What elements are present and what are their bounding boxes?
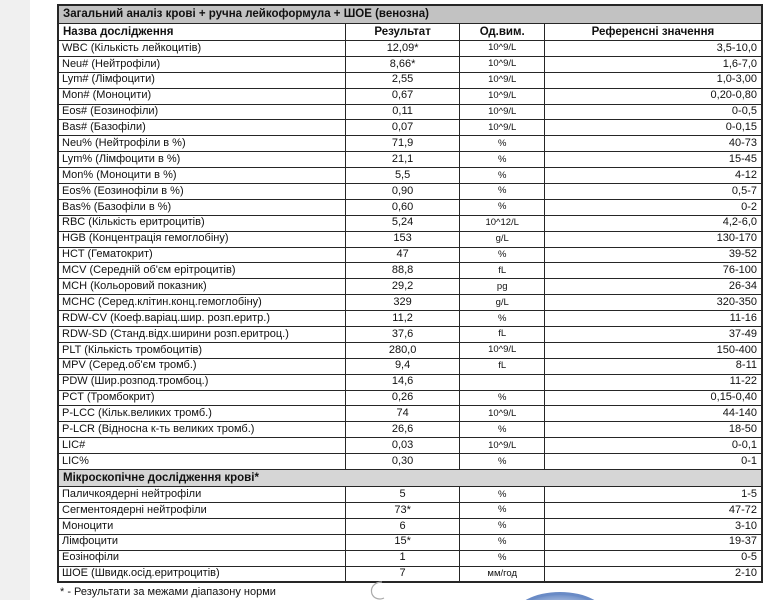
table-row — [58, 438, 762, 454]
table-row — [58, 454, 762, 470]
unit-cell: % — [460, 199, 544, 215]
table-row — [58, 279, 762, 295]
reference-cell: 1-5 — [544, 487, 762, 503]
reference-cell: 11-16 — [544, 311, 762, 327]
reference-cell: 0-1 — [544, 454, 762, 470]
reference-cell: 0,15-0,40 — [544, 390, 762, 406]
test-name-cell: Bas# (Базофіли) — [58, 120, 345, 136]
unit-cell: fL — [460, 263, 544, 279]
unit-cell: % — [460, 152, 544, 168]
test-name-cell: ШОЕ (Швидк.осід.еритроцитів) — [58, 566, 345, 582]
result-cell: 0,90 — [345, 184, 460, 200]
table-row — [58, 406, 762, 422]
report-title-row — [58, 5, 762, 24]
table-row — [58, 550, 762, 566]
section-header-row — [58, 470, 762, 487]
unit-cell: % — [460, 454, 544, 470]
test-name-cell: Сегментоядерні нейтрофіли — [58, 502, 345, 518]
reference-cell: 40-73 — [544, 136, 762, 152]
test-name-cell: LIC% — [58, 454, 345, 470]
test-name-cell: WBC (Кількість лейкоцитів) — [58, 41, 345, 57]
test-name-cell: MCHC (Серед.клітин.конц.гемоглобіну) — [58, 295, 345, 311]
result-cell: 8,66* — [345, 56, 460, 72]
reference-cell: 47-72 — [544, 502, 762, 518]
report-title: Загальний аналіз крові + ручна лейкоформула + ШОЕ (венозна) — [58, 5, 762, 24]
table-body — [58, 5, 762, 582]
test-name-cell: Neu% (Нейтрофіли в %) — [58, 136, 345, 152]
reference-cell: 0,5-7 — [544, 184, 762, 200]
result-cell: 0,67 — [345, 88, 460, 104]
reference-cell: 0-0,15 — [544, 120, 762, 136]
table-row — [58, 390, 762, 406]
result-cell: 280,0 — [345, 342, 460, 358]
result-cell: 21,1 — [345, 152, 460, 168]
test-name-cell: MPV (Серед.об'єм тромб.) — [58, 358, 345, 374]
reference-cell: 37-49 — [544, 327, 762, 343]
reference-cell: 150-400 — [544, 342, 762, 358]
table-row — [58, 422, 762, 438]
test-name-cell: Паличкоядерні нейтрофіли — [58, 487, 345, 503]
table-row — [58, 136, 762, 152]
reference-cell: 11-22 — [544, 374, 762, 390]
table-row — [58, 215, 762, 231]
reference-cell: 0-5 — [544, 550, 762, 566]
test-name-cell: MCH (Кольоровий показник) — [58, 279, 345, 295]
table-row — [58, 502, 762, 518]
test-name-cell: Neu# (Нейтрофіли) — [58, 56, 345, 72]
unit-cell — [460, 374, 544, 390]
unit-cell: 10^9/L — [460, 406, 544, 422]
unit-cell: 10^9/L — [460, 72, 544, 88]
reference-cell: 1,0-3,00 — [544, 72, 762, 88]
result-cell: 2,55 — [345, 72, 460, 88]
result-cell: 153 — [345, 231, 460, 247]
result-cell: 6 — [345, 518, 460, 534]
test-name-cell: Eos# (Еозинофіли) — [58, 104, 345, 120]
unit-cell: мм/год — [460, 566, 544, 582]
table-row — [58, 56, 762, 72]
result-cell: 5,5 — [345, 168, 460, 184]
result-cell: 329 — [345, 295, 460, 311]
test-name-cell: Lym# (Лімфоцити) — [58, 72, 345, 88]
unit-cell: 10^9/L — [460, 104, 544, 120]
reference-cell: 19-37 — [544, 534, 762, 550]
table-row — [58, 231, 762, 247]
unit-cell: fL — [460, 358, 544, 374]
unit-cell: % — [460, 390, 544, 406]
table-row — [58, 72, 762, 88]
test-name-cell: Mon% (Моноцити в %) — [58, 168, 345, 184]
test-name-cell: Lym% (Лімфоцити в %) — [58, 152, 345, 168]
footnote: * - Результати за межами діапазону норми — [60, 585, 276, 598]
table-row — [58, 374, 762, 390]
result-cell: 47 — [345, 247, 460, 263]
result-cell: 0,07 — [345, 120, 460, 136]
table-row — [58, 247, 762, 263]
reference-cell: 4,2-6,0 — [544, 215, 762, 231]
result-cell: 1 — [345, 550, 460, 566]
unit-cell: % — [460, 518, 544, 534]
column-header-test-name: Назва дослідження — [58, 24, 345, 41]
unit-cell: 10^9/L — [460, 438, 544, 454]
reference-cell: 0-0,5 — [544, 104, 762, 120]
result-cell: 73* — [345, 502, 460, 518]
reference-cell: 2-10 — [544, 566, 762, 582]
signature-stroke — [366, 580, 396, 600]
reference-cell: 3-10 — [544, 518, 762, 534]
result-cell: 15* — [345, 534, 460, 550]
result-cell: 74 — [345, 406, 460, 422]
table-row — [58, 88, 762, 104]
result-cell: 0,11 — [345, 104, 460, 120]
reference-cell: 8-11 — [544, 358, 762, 374]
table-row — [58, 199, 762, 215]
result-cell: 0,60 — [345, 199, 460, 215]
table-row — [58, 566, 762, 582]
reference-cell: 44-140 — [544, 406, 762, 422]
reference-cell: 15-45 — [544, 152, 762, 168]
reference-cell: 130-170 — [544, 231, 762, 247]
unit-cell: pg — [460, 279, 544, 295]
test-name-cell: PDW (Шир.розпод.тромбоц.) — [58, 374, 345, 390]
unit-cell: % — [460, 487, 544, 503]
result-cell: 0,26 — [345, 390, 460, 406]
reference-cell: 39-52 — [544, 247, 762, 263]
unit-cell: % — [460, 311, 544, 327]
test-name-cell: PCT (Тромбокрит) — [58, 390, 345, 406]
test-name-cell: RDW-SD (Станд.відх.ширини розп.еритроц.) — [58, 327, 345, 343]
section-title: Мікроскопічне дослідження крові* — [58, 470, 762, 487]
test-name-cell: HGB (Концентрація гемоглобіну) — [58, 231, 345, 247]
reference-cell: 18-50 — [544, 422, 762, 438]
result-cell: 71,9 — [345, 136, 460, 152]
lab-results-table — [57, 4, 763, 583]
unit-cell: 10^9/L — [460, 120, 544, 136]
test-name-cell: Bas% (Базофіли в %) — [58, 199, 345, 215]
page-left-margin — [0, 0, 30, 600]
result-cell: 0,03 — [345, 438, 460, 454]
result-cell: 0,30 — [345, 454, 460, 470]
reference-cell: 26-34 — [544, 279, 762, 295]
test-name-cell: RBC (Кількість еритроцитів) — [58, 215, 345, 231]
table-row — [58, 311, 762, 327]
reference-cell: 4-12 — [544, 168, 762, 184]
column-header-result: Результат — [345, 24, 460, 41]
test-name-cell: Mon# (Моноцити) — [58, 88, 345, 104]
unit-cell: % — [460, 502, 544, 518]
reference-cell: 320-350 — [544, 295, 762, 311]
result-cell: 88,8 — [345, 263, 460, 279]
test-name-cell: HCT (Гематокрит) — [58, 247, 345, 263]
table-row — [58, 358, 762, 374]
unit-cell: g/L — [460, 231, 544, 247]
test-name-cell: P-LCR (Відносна к-ть великих тромб.) — [58, 422, 345, 438]
result-cell: 5 — [345, 487, 460, 503]
test-name-cell: P-LCC (Кільк.великих тромб.) — [58, 406, 345, 422]
column-header-reference: Референсні значення — [544, 24, 762, 41]
table-row — [58, 327, 762, 343]
unit-cell: % — [460, 247, 544, 263]
result-cell: 14,6 — [345, 374, 460, 390]
table-row — [58, 487, 762, 503]
table-row — [58, 41, 762, 57]
unit-cell: % — [460, 136, 544, 152]
unit-cell: 10^9/L — [460, 88, 544, 104]
unit-cell: g/L — [460, 295, 544, 311]
result-cell: 5,24 — [345, 215, 460, 231]
reference-cell: 1,6-7,0 — [544, 56, 762, 72]
reference-cell: 76-100 — [544, 263, 762, 279]
test-name-cell: Еозінофіли — [58, 550, 345, 566]
result-cell: 11,2 — [345, 311, 460, 327]
unit-cell: % — [460, 168, 544, 184]
table-row — [58, 295, 762, 311]
unit-cell: 10^9/L — [460, 41, 544, 57]
result-cell: 29,2 — [345, 279, 460, 295]
unit-cell: % — [460, 184, 544, 200]
table-row — [58, 152, 762, 168]
test-name-cell: Лімфоцити — [58, 534, 345, 550]
unit-cell: 10^9/L — [460, 342, 544, 358]
result-cell: 7 — [345, 566, 460, 582]
result-cell: 37,6 — [345, 327, 460, 343]
reference-cell: 0-2 — [544, 199, 762, 215]
test-name-cell: Моноцити — [58, 518, 345, 534]
table-row — [58, 534, 762, 550]
unit-cell: 10^9/L — [460, 56, 544, 72]
unit-cell: % — [460, 550, 544, 566]
table-row — [58, 518, 762, 534]
unit-cell: % — [460, 534, 544, 550]
table-row — [58, 263, 762, 279]
table-row — [58, 184, 762, 200]
table-row — [58, 104, 762, 120]
reference-cell: 0,20-0,80 — [544, 88, 762, 104]
test-name-cell: LIC# — [58, 438, 345, 454]
lab-report — [57, 4, 763, 598]
result-cell: 26,6 — [345, 422, 460, 438]
test-name-cell: PLT (Кількість тромбоцитів) — [58, 342, 345, 358]
test-name-cell: RDW-CV (Коеф.варіац.шир. розп.еритр.) — [58, 311, 345, 327]
unit-cell: fL — [460, 327, 544, 343]
table-row — [58, 120, 762, 136]
result-cell: 9,4 — [345, 358, 460, 374]
table-row — [58, 342, 762, 358]
table-row — [58, 168, 762, 184]
reference-cell: 0-0,1 — [544, 438, 762, 454]
column-header-unit: Од.вим. — [460, 24, 544, 41]
test-name-cell: Eos% (Еозинофіли в %) — [58, 184, 345, 200]
test-name-cell: MCV (Середній об'єм ерітроцитів) — [58, 263, 345, 279]
result-cell: 12,09* — [345, 41, 460, 57]
unit-cell: 10^12/L — [460, 215, 544, 231]
column-header-row — [58, 24, 762, 41]
reference-cell: 3,5-10,0 — [544, 41, 762, 57]
unit-cell: % — [460, 422, 544, 438]
